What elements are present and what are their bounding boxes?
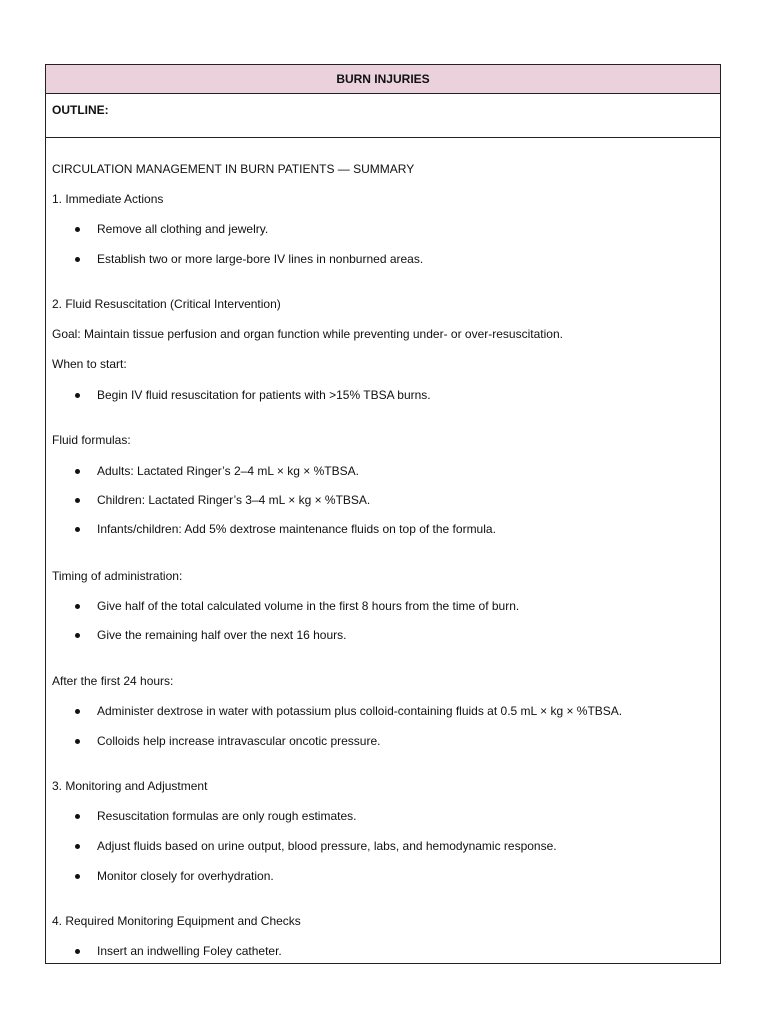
list-item-text: Children: Lactated Ringer’s 3–4 mL × kg × %TBSA. [97, 493, 371, 507]
subheading-after-24-hours: After the first 24 hours: [52, 674, 174, 688]
list-item-text: Establish two or more large-bore IV lines in nonburned areas. [97, 252, 424, 266]
bullet-icon [75, 814, 80, 819]
list-item-text: Administer dextrose in water with potassium plus colloid-containing fluids at 0.5 mL × kg × %TBSA. [97, 704, 623, 718]
section-heading-monitoring: 3. Monitoring and Adjustment [52, 779, 208, 793]
bullet-icon [75, 844, 80, 849]
list-item-text: Begin IV fluid resuscitation for patients with >15% TBSA burns. [97, 388, 431, 402]
bullet-icon [75, 498, 80, 503]
outline-label: OUTLINE: [46, 94, 720, 138]
document-table [45, 64, 721, 964]
list-item-text: Remove all clothing and jewelry. [97, 222, 269, 236]
bullet-icon [75, 393, 80, 398]
list-item-text: Colloids help increase intravascular oncotic pressure. [97, 734, 381, 748]
list-item-text: Infants/children: Add 5% dextrose maintenance fluids on top of the formula. [97, 522, 496, 536]
list-item-text: Monitor closely for overhydration. [97, 869, 274, 883]
bullet-icon [75, 949, 80, 954]
list-item-text: Insert an indwelling Foley catheter. [97, 944, 282, 958]
subheading-timing: Timing of administration: [52, 569, 183, 583]
bullet-icon [75, 527, 80, 532]
bullet-icon [75, 604, 80, 609]
subheading-when-to-start: When to start: [52, 357, 127, 371]
section-heading-equipment: 4. Required Monitoring Equipment and Checks [52, 914, 301, 928]
list-item-text: Give the remaining half over the next 16 hours. [97, 628, 347, 642]
bullet-icon [75, 709, 80, 714]
goal-text: Goal: Maintain tissue perfusion and organ function while preventing under- or over-resuscitation. [52, 327, 563, 341]
bullet-icon [75, 874, 80, 879]
bullet-icon [75, 257, 80, 262]
section-heading-immediate-actions: 1. Immediate Actions [52, 192, 164, 206]
list-item-text: Adults: Lactated Ringer’s 2–4 mL × kg × %TBSA. [97, 464, 359, 478]
list-item-text: Adjust fluids based on urine output, blood pressure, labs, and hemodynamic response. [97, 839, 557, 853]
list-item-text: Resuscitation formulas are only rough estimates. [97, 809, 357, 823]
list-item-text: Give half of the total calculated volume in the first 8 hours from the time of burn. [97, 599, 520, 613]
subheading-fluid-formulas: Fluid formulas: [52, 433, 131, 447]
bullet-icon [75, 469, 80, 474]
document-title: BURN INJURIES [46, 65, 720, 94]
bullet-icon [75, 633, 80, 638]
bullet-icon [75, 227, 80, 232]
section-heading-fluid-resuscitation: 2. Fluid Resuscitation (Critical Intervention) [52, 297, 281, 311]
bullet-icon [75, 739, 80, 744]
summary-heading: CIRCULATION MANAGEMENT IN BURN PATIENTS — SUMMARY [52, 162, 415, 176]
